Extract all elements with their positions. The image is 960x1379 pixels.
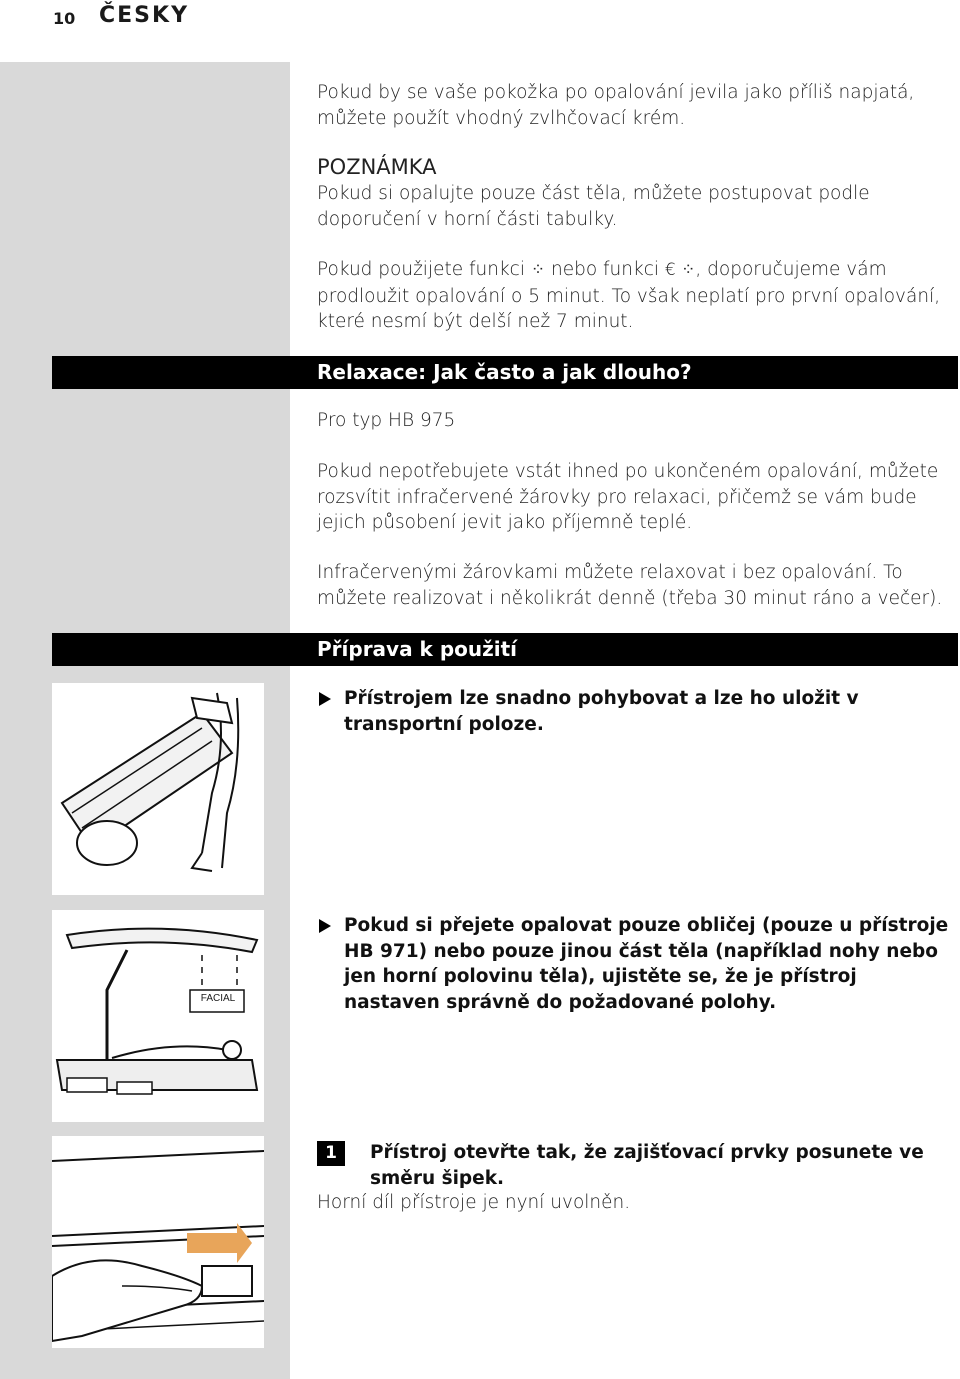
paragraph-moisturizer: Pokud by se vaše pokožka po opalování jevila jako příliš napjatá, můžete použít vhodný zvlhčovací krém. <box>317 82 915 129</box>
relax-paragraph-1: Pokud nepotřebujete vstát ihned po ukončeném opalování, můžete rozsvítit infračervené žárovky pro relaxaci, přičemž se vám bude jejich působení jevit jako příjemně teplé. <box>317 461 939 533</box>
page-number: 10 <box>53 9 76 28</box>
facial-illustration <box>52 910 264 1122</box>
section-bar-prep <box>52 633 958 666</box>
step-1-result: Horní díl přístroje je nyní uvolněn. <box>317 1192 631 1213</box>
step-1-text: Přístroj otevřte tak, že zajišťovací prvky posunete ve směru šipek. <box>370 1142 924 1189</box>
paragraph-functions <box>317 257 960 335</box>
paragraph-functions-b: nebo funkci <box>545 259 665 280</box>
body-tan-icon: € ⁘ <box>664 260 696 280</box>
section-bar-relax <box>52 356 958 389</box>
note-title: POZNÁMKA <box>317 155 437 179</box>
bullet-icon <box>317 690 335 708</box>
section-heading-relax: Relaxace: Jak často a jak dlouho? <box>317 360 692 384</box>
bullet-icon <box>317 917 335 935</box>
facial-label: FACIAL <box>200 993 236 1004</box>
language-heading: ČESKY <box>99 3 189 28</box>
transport-illustration <box>52 683 264 895</box>
relax-paragraph-2: Infračervenými žárovkami můžete relaxovat i bez opalování. To můžete realizovat i několikrát denně (třeba 30 minut ráno a večer). <box>317 562 943 609</box>
face-tan-icon: ⁘ <box>530 260 546 280</box>
model-type: Pro typ HB 975 <box>317 410 456 431</box>
section-heading-prep: Příprava k použití <box>317 637 518 661</box>
note-text: Pokud si opalujte pouze část těla, můžete postupovat podle doporučení v horní části tabulky. <box>317 183 870 230</box>
bullet-facial-text: Pokud si přejete opalovat pouze obličej (pouze u přístroje HB 971) nebo pouze jinou část těla (například nohy nebo jen horní polovinu těla), ujistěte se, že je přístroj nastaven správně do požadované polohy. <box>344 915 949 1013</box>
bullet-transport-text: Přístrojem lze snadno pohybovat a lze ho uložit v transportní poloze. <box>344 688 859 735</box>
open-lock-illustration <box>52 1136 264 1348</box>
paragraph-functions-c: , doporučujeme vám prodloužit opalování o 5 minut. To však neplatí pro první opalování, které nesmí být delší než 7 minut. <box>317 259 941 332</box>
paragraph-functions-a: Pokud použijete funkci <box>317 259 531 280</box>
step-number-badge: 1 <box>317 1141 345 1166</box>
